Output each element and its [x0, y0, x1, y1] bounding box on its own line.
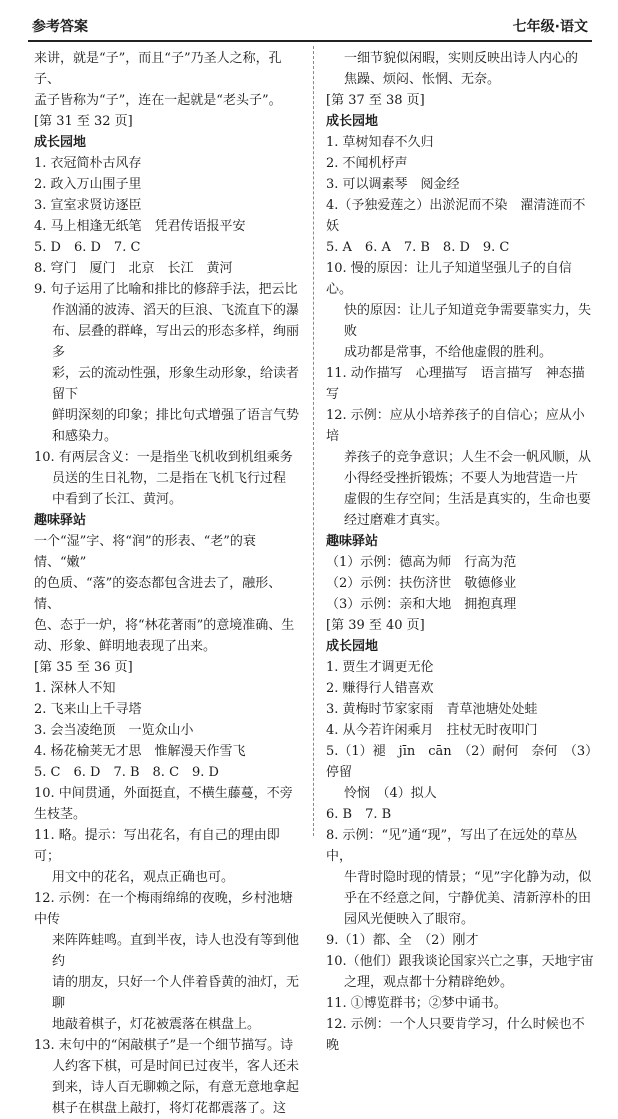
answer-line: 13. 末句中的“闲敲棋子”是一个细节描写。诗: [34, 1038, 294, 1053]
answer-line: 一个“湿”字、将“润”的形表、“老”的衰情、“嫩”: [34, 534, 256, 570]
answer-line: 10. 慢的原因：让儿子知道坚强儿子的自信心。: [326, 261, 572, 297]
answer-line: （2）示例：扶伤济世 敬德修业: [326, 576, 517, 591]
answer-line: 快的原因：让儿子知道竞争需要靠实力，失败: [344, 303, 592, 339]
answer-line: 3. 宣室求贤访逐臣: [34, 198, 142, 213]
answer-line: 作汹涌的波涛、滔天的巨浪、飞流直下的瀑: [52, 303, 300, 318]
answer-line: 11. 动作描写 心理描写 语言描写 神态描写: [326, 366, 585, 402]
answer-line: 中看到了长江、黄河。: [52, 492, 183, 507]
answer-line: 彩，云的流动性强，形象生动形象，给读者留下: [52, 366, 300, 402]
answer-line: 人约客下棋，可是时间已过夜半，客人还未: [52, 1059, 300, 1074]
answer-line: 来阵阵蛙鸣。直到半夜，诗人也没有等到他约: [52, 933, 300, 969]
answer-line: 11. 略。提示：写出花名，有自己的理由即可；: [34, 828, 280, 864]
answer-line: 成功都是常事，不给他虚假的胜利。: [344, 345, 553, 360]
answer-line: [第 37 至 38 页]: [326, 93, 425, 108]
answer-line: 4. 从今若许闲乘月 拄杖无时夜叩门: [326, 723, 538, 738]
answer-line: [第 39 至 40 页]: [326, 618, 425, 633]
answer-line: 3. 可以调素琴 阅金经: [326, 177, 460, 192]
answer-line: 10. 中间贯通，外面挺直，不横生藤蔓，不旁生枝茎。: [34, 786, 293, 822]
answer-line: 12. 示例：一个人只要肯学习，什么时候也不晚: [326, 1017, 585, 1053]
answer-line: 1. 衣冠简朴古风存: [34, 156, 142, 171]
answer-line: 员送的生日礼物，二是指在飞机飞行过程: [52, 471, 287, 486]
answer-line: 2. 赚得行人错喜欢: [326, 681, 434, 696]
answer-line: 怜悯 （4）拟人: [344, 786, 437, 801]
answer-line: 5. D 6. D 7. C: [34, 240, 141, 255]
answer-line: 的色质、“落”的姿态都包含进去了，融形、情、: [34, 576, 282, 612]
answer-line: 2. 不闻机杼声: [326, 156, 408, 171]
answer-line: （3）示例：亲和大地 拥抱真理: [326, 597, 517, 612]
answer-line: 8. 穹门 厦门 北京 长江 黄河: [34, 261, 233, 276]
answer-line: 4. 杨花榆荚无才思 惟解漫天作雪飞: [34, 744, 246, 759]
section-heading: 成长园地: [326, 639, 379, 654]
answer-line: 养孩子的竞争意识；人生不会一帆风顺，从: [344, 450, 592, 465]
answer-line: 2. 飞来山上千寻塔: [34, 702, 142, 717]
answer-line: 经过磨难才真实。: [344, 513, 449, 528]
answer-line: 园风光便映入了眼帘。: [344, 912, 475, 927]
page-header: [0, 0, 618, 44]
answer-line: 1. 贾生才调更无伦: [326, 660, 434, 675]
answer-line: 鲜明深刻的印象；排比句式增强了语言气势: [52, 408, 300, 423]
answer-line: 动、形象、鲜明地表现了出来。: [34, 639, 217, 654]
answer-line: 虚假的生存空间；生活是真实的，生命也要: [344, 492, 592, 507]
answer-line: 9. 句子运用了比喻和排比的修辞手法，把云比: [34, 282, 298, 297]
header-title-left: 参考答案: [32, 19, 88, 35]
answer-line: 之理，观点都十分精辟绝妙。: [344, 975, 514, 990]
answer-line: 5. C 6. D 7. B 8. C 9. D: [34, 765, 219, 780]
answer-line: （1）示例：德高为师 行高为范: [326, 555, 517, 570]
answer-line: 色、态于一炉，将“林花著雨”的意境准确、生: [34, 618, 295, 633]
column-divider: [313, 46, 314, 836]
answer-line: 3. 黄梅时节家家雨 青草池塘处处蛙: [326, 702, 538, 717]
answer-line: 一细节貌似闲暇，实则反映出诗人内心的: [344, 51, 579, 66]
section-heading: 成长园地: [326, 114, 379, 129]
answer-line: 10. 有两层含义：一是指坐飞机收到机组乘务: [34, 450, 293, 465]
answer-line: 1. 草树知春不久归: [326, 135, 434, 150]
answer-line: 12. 示例：在一个梅雨绵绵的夜晚，乡村池塘中传: [34, 891, 293, 927]
section-heading: 趣味驿站: [34, 513, 87, 528]
answer-line: 9.（1）都、全 （2）刚才: [326, 933, 479, 948]
answer-line: 孟子皆称为“子”，连在一起就是“老头子”。: [34, 93, 282, 108]
answer-line: 用文中的花名，观点正确也可。: [52, 870, 235, 885]
header-title-right: 七年级·语文: [512, 19, 588, 35]
answer-line: 3. 会当凌绝顶 一览众山小: [34, 723, 194, 738]
answer-line: 请的朋友，只好一个人伴着昏黄的油灯，无聊: [52, 975, 300, 1011]
section-heading: 成长园地: [34, 135, 87, 150]
answer-line: 10.（他们）跟我谈论国家兴亡之事，天地宇宙: [326, 954, 594, 969]
answer-line: 小得经受挫折锻炼；不要人为地营造一片: [344, 471, 579, 486]
answer-line: 6. B 7. B: [326, 807, 392, 822]
answer-line: 5. A 6. A 7. B 8. D 9. C: [326, 240, 510, 255]
answer-line: 1. 深林人不知: [34, 681, 116, 696]
answer-line: 到来，诗人百无聊赖之际，有意无意地拿起: [52, 1080, 300, 1095]
answer-line: 布、层叠的群峰，写出云的形态多样，绚丽多: [52, 324, 300, 360]
left-column: [34, 48, 304, 1119]
answer-line: 8. 示例：“见”通“现”，写出了在远处的草丛中，: [326, 828, 578, 864]
answer-line: 和感染力。: [52, 429, 118, 444]
right-column: [326, 48, 596, 1056]
answer-line: 乎在不经意之间，宁静优美、清新淳朴的田: [344, 891, 592, 906]
answer-line: 5.（1）褪 jīn cān （2）耐何 奈何 （3）停留: [326, 744, 592, 780]
answer-line: 来讲，就是“子”，而且“子”乃圣人之称，孔子、: [34, 51, 282, 87]
answer-line: 棋子在棋盘上敲打，将灯花都震落了。这: [52, 1101, 287, 1116]
header-rule: [28, 40, 592, 42]
answer-line: 4. 马上相逢无纸笔 凭君传语报平安: [34, 219, 246, 234]
answer-line: 11. ①博览群书；②梦中诵书。: [326, 996, 507, 1011]
answer-line: 焦躁、烦闷、怅惘、无奈。: [344, 72, 501, 87]
section-heading: 趣味驿站: [326, 534, 379, 549]
answer-line: 12. 示例：应从小培养孩子的自信心；应从小培: [326, 408, 585, 444]
answer-line: [第 31 至 32 页]: [34, 114, 133, 129]
answer-line: 地敲着棋子，灯花被震落在棋盘上。: [52, 1017, 261, 1032]
answer-line: 2. 政入万山围子里: [34, 177, 142, 192]
answer-line: [第 35 至 36 页]: [34, 660, 133, 675]
answer-line: 4.（予独爱莲之）出淤泥而不染 濯清涟而不妖: [326, 198, 586, 234]
answer-line: 牛背时隐时现的情景；“见”字化静为动，似: [344, 870, 592, 885]
